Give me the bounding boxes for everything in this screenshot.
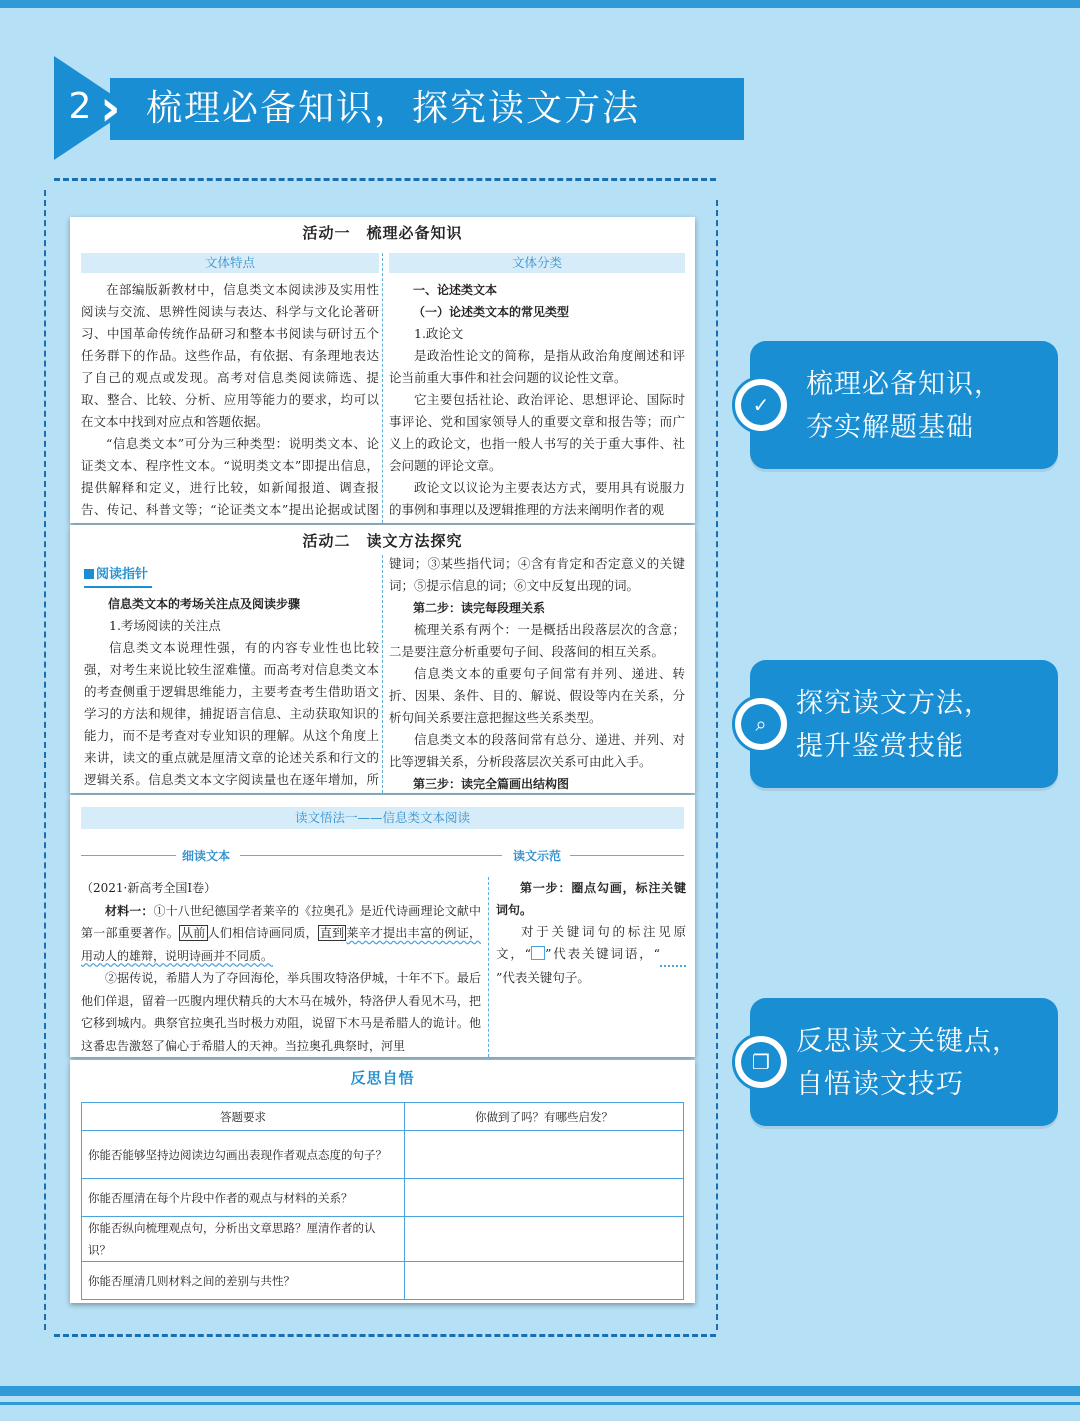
reading-steps-column xyxy=(389,553,685,793)
pill-text: 梳理必备知识， 夯实解题基础 xyxy=(806,369,1002,443)
activity-one-card xyxy=(70,217,695,523)
step-two-heading: 第二步：读完每段理关系 xyxy=(413,601,546,615)
step-three-heading: 第三步：读完全篇画出结构图 xyxy=(413,777,570,791)
reading-guide-label: 阅读指针 xyxy=(84,564,152,588)
guide-paragraph: 信息类文本说理性强，有的内容专业性也比较强，对考生来说比较生涩难懂。而高考对信息类文本的考查侧重于逻辑思维能力，主要考查考生借助语文学习的方法和规律，捕捉语言信息、主动获取知识的能力，而不是考查对专业知识的理解。从这个角度上来讲，读文的重点就是厘清文章的论述关系和行文的逻辑关系。信息类文本文字阅读量也在逐年增加，所 xyxy=(84,640,379,787)
steps-paragraph: 键词；③某些指代词；④含有肯定和否定意义的关键词；⑤提示信息的词；⑥文中反复出现的词。 xyxy=(389,556,685,593)
answer-cell[interactable] xyxy=(405,1131,684,1179)
table-row xyxy=(82,1179,684,1217)
key-word-mark: 直到 xyxy=(319,926,345,940)
style-features-header: 文体特点 xyxy=(81,253,379,273)
source-line: （2021·新高考全国Ⅰ卷） xyxy=(81,881,217,895)
feature-pill-knowledge xyxy=(750,341,1058,469)
activity-two-title: 活动二 读文方法探究 xyxy=(302,532,463,550)
column-divider xyxy=(382,253,383,523)
table-header: 你做到了吗？有哪些启发？ xyxy=(405,1103,684,1131)
features-paragraph: 在部编版新教材中，信息类文本阅读涉及实用性阅读与交流、思辨性阅读与表达、科学与文化论著研习、中国革命传统作品研习和整本书阅读与研讨五个任务群下的作品。这些作品，有依据、有条理地表达了自己的观点或发现。高考对信息类阅读筛选、提取、整合、比较、分析、应用等能力的要求，均可以在文本中找到对应点和答题依据。 xyxy=(81,282,379,429)
reading-demo-text xyxy=(496,877,686,1057)
step-one-heading: 第一步：圈点勾画，标注关键词句。 xyxy=(496,881,686,917)
frame-dash-bottom xyxy=(54,1334,716,1337)
table-header: 答题要求 xyxy=(82,1103,405,1131)
answer-cell[interactable] xyxy=(405,1217,684,1262)
document-check-icon: ✓ xyxy=(732,376,790,434)
frame-dash-right xyxy=(716,200,718,1330)
column-divider xyxy=(382,555,383,793)
table-header-row xyxy=(82,1103,684,1131)
table-row xyxy=(82,1262,684,1300)
section-number: 2 xyxy=(68,86,92,127)
feature-pill-method xyxy=(750,660,1058,788)
reading-method-card xyxy=(70,795,695,1057)
box-mark-sample xyxy=(531,946,545,960)
section-title: 梳理必备知识，探究读文方法 xyxy=(146,88,641,129)
rule-line xyxy=(81,855,176,856)
table-row xyxy=(82,1217,684,1262)
answer-cell[interactable] xyxy=(405,1179,684,1217)
pill-text: 反思读文关键点， 自悟读文技巧 xyxy=(796,1026,1020,1100)
style-category-header: 文体分类 xyxy=(389,253,685,273)
material-one-paragraph: ②据传说，希腊人为了夺回海伦，举兵围攻特洛伊城，十年不下。最后他们佯退，留着一匹腹内埋伏精兵的大木马在城外，特洛伊人看见木马，把它移到城内。典祭官拉奥孔当时极力劝阻，说留下木马是希腊人的诡计。他这番忠告激怒了偏心于希腊人的天神。当拉奥孔典祭时，河里 xyxy=(81,971,481,1053)
reading-guide-tag xyxy=(84,563,379,593)
table-cell: 你能否能够坚持边阅读边勾画出表现作者观点态度的句子？ xyxy=(82,1131,405,1179)
features-paragraph: “信息类文本”可分为三种类型：说明类文本、论证类文本、程序性文本。“说明类文本”即提出信息，提供解释和定义，进行比较，如新闻报道、调查报告、传记、科普文等；“论证类文本”提出论据或试图 xyxy=(81,436,379,517)
bottom-border-line xyxy=(0,1402,1080,1405)
close-reading-header: 细读文本 xyxy=(182,849,231,863)
column-divider xyxy=(488,877,489,1057)
chevron-right-icon: › xyxy=(100,79,121,137)
rule-line xyxy=(570,855,684,856)
material-one-paragraph: 材料一：①十八世纪德国学者莱辛的《拉奥孔》是近代诗画理论文献中第一部重要著作。 从前 人们相信诗画同质， 直到 莱辛才提出丰富的例证，用动人的雄辩，说明诗画并不同质。 xyxy=(81,903,481,963)
demo-paragraph: 对于关键词句的标注见原文，“ ”代表关键词语，“ ”代表关键句子。 xyxy=(496,924,686,985)
steps-paragraph: 信息类文本的重要句子间常有并列、递进、转折、因果、条件、目的、解说、假设等内在关系，分析句间关系要注意把握这些关系类型。 xyxy=(389,666,685,725)
answer-cell[interactable] xyxy=(405,1262,684,1300)
book-search-icon: ⌕ xyxy=(732,695,790,753)
frame-dash-left xyxy=(44,190,46,1330)
rule-line xyxy=(240,855,502,856)
reflection-title: 反思自悟 xyxy=(350,1069,415,1087)
papers-icon: ❐ xyxy=(732,1033,790,1091)
method-banner: 读文悟法一——信息类文本阅读 xyxy=(81,807,684,829)
reflection-card xyxy=(70,1060,695,1303)
category-paragraph: 它主要包括社论、政治评论、思想评论、国际时事评论、党和国家领导人的重要文章和报告等；而广义上的政论文，也指一般人书写的关于重大事件、社会问题的评论文章。 xyxy=(389,392,685,473)
table-cell: 你能否厘清在每个片段中作者的观点与材料的关系？ xyxy=(82,1179,405,1217)
reading-demo-header: 读文示范 xyxy=(513,849,562,863)
frame-dash-top xyxy=(54,178,716,181)
table-cell: 你能否纵向梳理观点句，分析出文章思路？厘清作者的认识？ xyxy=(82,1217,405,1262)
wavy-mark-sample xyxy=(660,943,686,967)
category-subheading: （一）论述类文本的常见类型 xyxy=(413,305,570,319)
category-paragraph: 政论文以议论为主要表达方式，要用具有说服力的事例和事理以及逻辑推理的方法来阐明作者的观 xyxy=(389,480,685,517)
activity-two-card xyxy=(70,525,695,793)
guide-subheading: 1.考场阅读的关注点 xyxy=(109,618,221,633)
activity-one-title: 活动一 梳理必备知识 xyxy=(302,224,463,242)
square-icon xyxy=(84,569,94,579)
reading-guide-column xyxy=(84,563,379,793)
category-paragraph: 是政治性论文的简称，是指从政治角度阐述和评论当前重大事件和社会问题的议论性文章。 xyxy=(389,348,685,385)
reflection-table xyxy=(81,1102,684,1300)
guide-heading: 信息类文本的考场关注点及阅读步骤 xyxy=(108,597,301,611)
table-row xyxy=(82,1131,684,1179)
category-heading: 一、论述类文本 xyxy=(413,283,498,297)
style-features-column xyxy=(81,253,379,523)
bottom-border xyxy=(0,1386,1080,1396)
top-border xyxy=(0,0,1080,8)
feature-pill-reflection xyxy=(750,998,1058,1126)
close-reading-text xyxy=(81,877,481,1057)
key-word-mark: 从前 xyxy=(181,926,206,940)
style-category-column xyxy=(389,253,685,523)
category-item-heading: 1.政论文 xyxy=(414,326,464,341)
pill-text: 探究读文方法， 提升鉴赏技能 xyxy=(796,688,992,762)
steps-paragraph: 梳理关系有两个：一是概括出段落层次的含意；二是要注意分析重要句子间、段落间的相互关系。 xyxy=(389,622,685,659)
table-cell: 你能否厘清几则材料之间的差别与共性？ xyxy=(82,1262,405,1300)
steps-paragraph: 信息类文本的段落间常有总分、递进、并列、对比等逻辑关系，分析段落层次关系可由此入手。 xyxy=(389,732,685,769)
